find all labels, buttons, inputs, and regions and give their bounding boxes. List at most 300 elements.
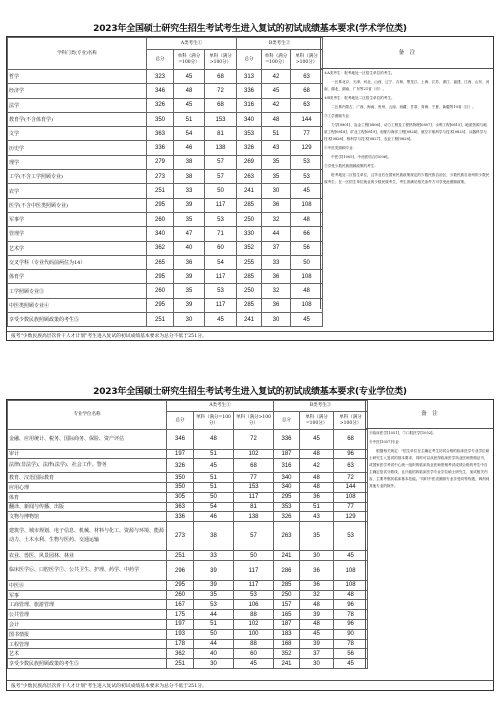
score-cell-a-single100: 48 <box>174 84 205 98</box>
score-cell-a-total: 251 <box>147 313 174 327</box>
score-cell-b-singlegt100: 68 <box>334 430 368 450</box>
table-row <box>8 255 323 269</box>
score-cell-a-total: 295 <box>147 270 174 284</box>
table-row <box>8 227 323 241</box>
score-cell-a-total: 167 <box>167 600 194 610</box>
score-cell-a-total: 305 <box>167 492 194 502</box>
subject-name-cell: 图书情报 <box>8 629 167 639</box>
score-cell-a-single100: 46 <box>194 512 234 522</box>
subject-name-cell: 享受少数民族照顾政策的考生⑤ <box>8 659 167 669</box>
table-row <box>8 659 368 669</box>
table-row <box>8 112 323 126</box>
score-cell-a-single100: 45 <box>174 70 205 84</box>
professional-grid <box>6 399 494 691</box>
score-cell-a-single100: 48 <box>194 430 234 450</box>
score-cell-a-total: 350 <box>167 482 194 492</box>
score-cell-a-singlegt100: 53 <box>205 212 237 226</box>
table-row <box>8 184 323 198</box>
table-row <box>8 502 368 512</box>
score-cell-a-single100: 53 <box>194 600 234 610</box>
subject-name-cell: 享受少数民族照顾政策的考生⑤ <box>8 313 147 327</box>
score-cell-b-singlegt100: 90 <box>334 629 368 639</box>
score-cell-a-total: 326 <box>147 98 174 112</box>
score-cell-b-total: 285 <box>237 198 262 212</box>
score-cell-b-single100: 35 <box>262 170 291 184</box>
score-cell-a-total: 336 <box>147 141 174 155</box>
score-cell-a-total: 336 <box>167 512 194 522</box>
score-cell-a-single100: 35 <box>174 284 205 298</box>
score-cell-a-singlegt100: 60 <box>205 241 237 255</box>
score-cell-b-total: 165 <box>274 610 300 620</box>
score-cell-a-singlegt100: 138 <box>205 141 237 155</box>
score-cell-b-single100: 48 <box>300 473 334 483</box>
score-cell-b-single100: 45 <box>262 84 291 98</box>
score-cell-b-total: 157 <box>274 600 300 610</box>
score-cell-a-singlegt100: 88 <box>234 610 274 620</box>
score-cell-a-singlegt100: 81 <box>234 502 274 512</box>
score-cell-a-total: 197 <box>167 449 194 459</box>
score-cell-a-total: 265 <box>147 255 174 269</box>
subject-name-cell: 军事学 <box>8 212 147 226</box>
academic-header-b-single100: 单科（满分=100分） <box>262 50 291 70</box>
score-cell-b-total: 352 <box>237 241 262 255</box>
score-cell-b-singlegt100: 96 <box>334 620 368 630</box>
table-row <box>8 522 368 551</box>
score-cell-a-single100: 54 <box>174 127 205 141</box>
table-row <box>8 473 368 483</box>
subject-name-cell: 法学 <box>8 98 147 112</box>
academic-section <box>6 22 494 341</box>
score-cell-a-single100: 39 <box>194 561 234 581</box>
table-row <box>8 127 323 141</box>
professional-header-b-total: 总分 <box>274 412 300 430</box>
score-cell-a-total: 326 <box>167 459 194 473</box>
score-cell-b-single100: 32 <box>300 590 334 600</box>
score-cell-b-singlegt100: 72 <box>334 473 368 483</box>
table-row <box>8 600 368 610</box>
score-cell-b-single100: 51 <box>262 127 291 141</box>
note-line: ②B类考生：报考地处二区招生单位的考生。 <box>324 96 395 100</box>
score-cell-b-total: 316 <box>274 459 300 473</box>
subject-name-cell: 会计 <box>8 620 167 630</box>
score-cell-a-total: 350 <box>147 112 174 126</box>
score-cell-b-single100: 36 <box>262 270 291 284</box>
score-cell-a-single100: 51 <box>194 473 234 483</box>
score-cell-a-singlegt100: 117 <box>234 561 274 581</box>
score-cell-b-total: 285 <box>237 270 262 284</box>
score-cell-b-total: 168 <box>274 639 300 649</box>
score-cell-b-total: 353 <box>274 502 300 512</box>
score-cell-b-single100: 30 <box>262 313 291 327</box>
professional-header-a-total: 总分 <box>167 412 194 430</box>
score-cell-b-total: 295 <box>274 492 300 502</box>
subject-name-cell: 哲学 <box>8 70 147 84</box>
table-row <box>8 590 368 600</box>
score-cell-a-total: 273 <box>147 170 174 184</box>
score-cell-b-singlegt100: 45 <box>291 313 323 327</box>
table-row <box>8 241 323 255</box>
score-cell-a-singlegt100: 117 <box>234 492 274 502</box>
score-cell-b-single100: 42 <box>262 98 291 112</box>
score-cell-b-single100: 39 <box>300 639 334 649</box>
score-cell-b-single100: 32 <box>262 284 291 298</box>
professional-table-body <box>8 430 368 669</box>
score-cell-b-singlegt100: 48 <box>334 590 368 600</box>
score-cell-b-total: 241 <box>237 184 262 198</box>
score-cell-a-single100: 30 <box>194 659 234 669</box>
score-cell-a-total: 350 <box>167 473 194 483</box>
score-cell-b-total: 285 <box>237 298 262 312</box>
score-cell-a-single100: 44 <box>194 610 234 620</box>
academic-footer: 报考"少数民族高层次骨干人才计划"考生进入复试的初试成绩基本要求为总分不低于251分。 <box>7 331 493 341</box>
table-row <box>8 639 368 649</box>
academic-title: 2023年全国硕士研究生招生考试考生进入复试的初试成绩基本要求(学术学位类) <box>93 24 407 34</box>
score-cell-a-singlegt100: 100 <box>234 629 274 639</box>
table-row <box>8 313 323 327</box>
subject-name-cell: 历史学 <box>8 141 147 155</box>
score-cell-a-single100: 40 <box>174 241 205 255</box>
score-cell-a-singlegt100: 72 <box>234 430 274 450</box>
score-cell-b-single100: 48 <box>300 482 334 492</box>
score-cell-a-single100: 46 <box>174 141 205 155</box>
score-cell-b-single100: 43 <box>300 512 334 522</box>
score-cell-b-single100: 39 <box>300 610 334 620</box>
subject-name-cell: 中医⑧ <box>8 580 167 590</box>
table-row <box>8 270 323 284</box>
table-row <box>8 620 368 630</box>
score-cell-a-singlegt100: 153 <box>205 112 237 126</box>
table-row <box>8 298 323 312</box>
subject-name-cell: 体育 <box>8 492 167 502</box>
table-row <box>8 98 323 112</box>
note-line: 中医学[1005]、中西医结合[1006]。 <box>324 155 392 159</box>
subject-name-cell: 教育学(不含体育学) <box>8 112 147 126</box>
subject-name-cell: 艺术学 <box>8 241 147 255</box>
score-cell-a-total: 273 <box>167 522 194 551</box>
score-cell-b-total: 241 <box>274 659 300 669</box>
score-cell-b-total: 336 <box>237 84 262 98</box>
academic-header-b-singlegt100: 单科（满分>100分） <box>291 50 323 70</box>
score-cell-b-total: 250 <box>237 212 262 226</box>
score-cell-b-single100: 36 <box>300 561 334 581</box>
score-cell-a-singlegt100: 54 <box>205 255 237 269</box>
table-row <box>8 84 323 98</box>
score-cell-a-total: 279 <box>147 155 174 169</box>
professional-footer: 报考"少数民族高层次骨干人才计划"考生进入复试的初试成绩基本要求为总分不低于251分。 <box>7 680 493 691</box>
score-cell-a-single100: 39 <box>194 580 234 590</box>
score-cell-a-singlegt100: 53 <box>234 590 274 600</box>
professional-header-b-singlegt100: 单科（满分>100分） <box>334 412 368 430</box>
score-cell-b-single100: 30 <box>300 659 334 669</box>
score-cell-a-total: 346 <box>167 430 194 450</box>
score-cell-a-singlegt100: 153 <box>234 482 274 492</box>
score-cell-b-total: 286 <box>274 561 300 581</box>
subject-name-cell: 金融、应用统计、税务、国际商务、保险、资产评估 <box>8 430 167 450</box>
score-cell-a-total: 251 <box>147 184 174 198</box>
professional-header-b-single100: 单科（满分=100分） <box>300 412 334 430</box>
professional-header-b: B类考生② <box>274 401 368 412</box>
score-cell-a-singlegt100: 138 <box>234 512 274 522</box>
table-row <box>8 430 368 450</box>
table-row <box>8 610 368 620</box>
score-cell-b-total: 353 <box>237 127 262 141</box>
score-cell-a-total: 260 <box>167 590 194 600</box>
score-cell-b-single100: 33 <box>262 255 291 269</box>
subject-name-cell: 农学 <box>8 184 147 198</box>
score-cell-b-single100: 42 <box>262 70 291 84</box>
note-line: ③工学照顾专业： <box>324 114 353 118</box>
academic-grid <box>6 36 494 341</box>
score-cell-a-singlegt100: 106 <box>234 600 274 610</box>
score-cell-a-single100: 51 <box>174 112 205 126</box>
score-cell-b-singlegt100: 129 <box>334 512 368 522</box>
score-cell-b-single100: 36 <box>262 198 291 212</box>
table-row <box>8 284 323 298</box>
score-cell-a-single100: 30 <box>174 313 205 327</box>
score-cell-b-singlegt100: 56 <box>334 649 368 659</box>
score-cell-b-singlegt100: 78 <box>334 639 368 649</box>
note-line: ④中医类照顾专业： <box>324 146 357 150</box>
note-line: ⑤享受少数民族照顾政策的考生： <box>324 164 378 168</box>
score-cell-b-single100: 51 <box>300 502 334 512</box>
score-cell-b-total: 326 <box>237 141 262 155</box>
score-cell-b-total: 187 <box>274 620 300 630</box>
score-cell-b-single100: 48 <box>300 620 334 630</box>
score-cell-a-singlegt100: 77 <box>234 473 274 483</box>
score-cell-b-single100: 36 <box>300 580 334 590</box>
score-cell-b-single100: 42 <box>300 459 334 473</box>
score-cell-b-single100: 32 <box>262 212 291 226</box>
score-cell-b-singlegt100: 78 <box>334 610 368 620</box>
score-cell-a-single100: 51 <box>194 449 234 459</box>
score-cell-a-single100: 45 <box>174 98 205 112</box>
score-cell-a-single100: 35 <box>194 590 234 600</box>
score-cell-b-total: 183 <box>274 629 300 639</box>
table-row <box>8 649 368 659</box>
subject-name-cell: 文学 <box>8 127 147 141</box>
academic-header-a-single100: 单科（满分=100分） <box>174 50 205 70</box>
score-cell-b-single100: 35 <box>300 522 334 551</box>
score-cell-a-total: 363 <box>167 502 194 512</box>
score-cell-b-total: 285 <box>274 580 300 590</box>
score-cell-b-singlegt100: 77 <box>291 127 323 141</box>
score-cell-a-singlegt100: 71 <box>205 227 237 241</box>
table-row <box>8 449 368 459</box>
academic-header-b-total: 总分 <box>237 50 262 70</box>
score-cell-a-total: 295 <box>167 580 194 590</box>
score-cell-a-single100: 38 <box>194 522 234 551</box>
subject-name-cell: 工程管理 <box>8 639 167 649</box>
academic-table-body <box>8 70 323 327</box>
score-cell-b-singlegt100: 63 <box>334 459 368 473</box>
professional-header-a-singlegt100: 单科（满分>100分） <box>234 412 274 430</box>
score-cell-a-total: 197 <box>167 620 194 630</box>
table-row <box>8 580 368 590</box>
score-cell-b-singlegt100: 96 <box>334 449 368 459</box>
score-cell-a-total: 362 <box>147 241 174 255</box>
score-cell-b-single100: 48 <box>300 449 334 459</box>
score-cell-b-single100: 43 <box>262 141 291 155</box>
table-row <box>8 629 368 639</box>
score-cell-b-singlegt100: 68 <box>291 84 323 98</box>
score-cell-a-singlegt100: 72 <box>205 84 237 98</box>
subject-name-cell: 交叉学科（专业代码前两位为14） <box>8 255 147 269</box>
score-cell-a-singlegt100: 117 <box>205 298 237 312</box>
score-cell-a-singlegt100: 50 <box>234 551 274 561</box>
professional-section <box>6 385 494 691</box>
note-line: 力学[0801]、冶金工程[0806]、动力工程及工程热物理[0807]、水利工程[0815]、地质资源与地质工程[0818]、矿业工程[0819]、船舶与海洋工程[0824]、航空宇航科学与技术[0825]、兵器科学与技术[0826]、核科学与技术[0827]、农业工程[0828]。 <box>324 123 487 141</box>
score-cell-b-single100: 45 <box>300 430 334 450</box>
professional-table <box>7 400 368 669</box>
score-cell-b-total: 241 <box>274 551 300 561</box>
score-cell-b-singlegt100: 96 <box>334 600 368 610</box>
professional-notes <box>365 429 493 669</box>
professional-header-subject: 专业学位名称 <box>8 401 167 430</box>
score-cell-b-total: 255 <box>237 255 262 269</box>
score-cell-b-single100: 44 <box>262 227 291 241</box>
score-cell-a-total: 346 <box>147 84 174 98</box>
score-cell-b-total: 241 <box>237 313 262 327</box>
score-cell-a-singlegt100: 102 <box>234 449 274 459</box>
score-cell-a-total: 178 <box>167 639 194 649</box>
table-row <box>8 170 323 184</box>
table-row <box>8 482 368 492</box>
score-cell-a-singlegt100: 68 <box>205 70 237 84</box>
score-cell-a-total: 193 <box>167 629 194 639</box>
score-cell-b-single100: 36 <box>300 492 334 502</box>
score-cell-a-single100: 38 <box>174 170 205 184</box>
score-cell-b-singlegt100: 53 <box>291 170 323 184</box>
academic-notes <box>320 69 493 309</box>
note-line: 一区系北京、天津、河北、山西、辽宁、吉林、黑龙江、上海、江苏、浙江、福建、江西、山东、河南、湖北、湖南、广东等21省（市）。 <box>324 80 490 91</box>
score-cell-b-single100: 30 <box>300 551 334 561</box>
academic-header-a-singlegt100: 单科（满分>100分） <box>205 50 237 70</box>
score-cell-a-single100: 50 <box>194 629 234 639</box>
score-cell-a-single100: 40 <box>194 649 234 659</box>
score-cell-a-singlegt100: 68 <box>205 98 237 112</box>
score-cell-b-singlegt100: 108 <box>291 198 323 212</box>
score-cell-a-singlegt100: 81 <box>205 127 237 141</box>
score-cell-b-total: 316 <box>237 98 262 112</box>
table-row <box>8 155 323 169</box>
table-row <box>8 492 368 502</box>
subject-name-cell: 翻译、新闻与传播、出版 <box>8 502 167 512</box>
score-cell-b-total: 187 <box>274 449 300 459</box>
score-cell-a-singlegt100: 57 <box>205 170 237 184</box>
score-cell-b-singlegt100: 56 <box>291 241 323 255</box>
score-cell-b-singlegt100: 108 <box>334 561 368 581</box>
score-cell-a-singlegt100: 53 <box>205 284 237 298</box>
score-cell-a-single100: 51 <box>194 482 234 492</box>
score-cell-a-total: 323 <box>147 70 174 84</box>
score-cell-b-total: 250 <box>237 284 262 298</box>
subject-name-cell: 工学照顾专业③ <box>8 284 147 298</box>
score-cell-a-single100: 39 <box>174 270 205 284</box>
subject-name-cell: 经济学 <box>8 84 147 98</box>
score-cell-a-total: 251 <box>167 659 194 669</box>
score-cell-b-singlegt100: 53 <box>291 155 323 169</box>
score-cell-a-single100: 33 <box>194 551 234 561</box>
score-cell-a-singlegt100: 45 <box>234 659 274 669</box>
score-cell-a-total: 295 <box>147 198 174 212</box>
note-line: ①A类考生：报考地处一区招生单位的考生。 <box>324 71 395 75</box>
table-row <box>8 561 368 581</box>
professional-header-a: A类考生① <box>167 401 274 412</box>
score-cell-b-singlegt100: 53 <box>334 522 368 551</box>
score-cell-b-single100: 48 <box>262 112 291 126</box>
score-cell-b-total: 263 <box>274 522 300 551</box>
score-cell-b-total: 330 <box>237 227 262 241</box>
score-cell-a-single100: 33 <box>174 184 205 198</box>
academic-header-a-total: 总分 <box>147 50 174 70</box>
score-cell-a-singlegt100: 57 <box>234 522 274 551</box>
score-cell-b-single100: 45 <box>300 629 334 639</box>
score-cell-a-singlegt100: 117 <box>205 198 237 212</box>
subject-name-cell: 管理学 <box>8 227 147 241</box>
score-cell-b-singlegt100: 144 <box>291 112 323 126</box>
score-cell-b-singlegt100: 48 <box>291 212 323 226</box>
note-line: 根据相关规定："招生单位在主确定考生初试合格的临床医学专业学位硕士研究生入复试的基本要求，同时可以从获得临床医学执业医师资格证书，或国家医学考试中心统一组织的临床执业医师资格考试成绩合格的考生中自主确定复试分数线，且只能招收临床医学专业学位硕士研究生，加试相关内容，主要考察其临床基本技能。"同时中医类照顾专业享受同等待遇，调剂到其他专业的除外。 <box>369 449 490 488</box>
score-cell-a-single100: 45 <box>194 459 234 473</box>
score-cell-a-total: 296 <box>167 561 194 581</box>
score-cell-a-single100: 50 <box>194 492 234 502</box>
subject-name-cell: 公共管理 <box>8 610 167 620</box>
score-cell-b-singlegt100: 108 <box>334 580 368 590</box>
note-line: ⑧中医[1057]专业： <box>369 440 403 444</box>
score-cell-b-singlegt100: 45 <box>334 659 368 669</box>
subject-name-cell: 建筑学、城市规划、电子信息、机械、材料与化工、资源与环境、能源动力、土木水利、生物与医药、交通运输 <box>8 522 167 551</box>
subject-name-cell: 体育学 <box>8 270 147 284</box>
score-cell-b-single100: 37 <box>300 649 334 659</box>
professional-title: 2023年全国硕士研究生招生考试考生进入复试的初试成绩基本要求(专业学位类) <box>93 387 407 397</box>
score-cell-b-singlegt100: 129 <box>291 141 323 155</box>
score-cell-a-singlegt100: 88 <box>234 639 274 649</box>
score-cell-a-single100: 35 <box>174 212 205 226</box>
table-row <box>8 212 323 226</box>
table-row <box>8 551 368 561</box>
score-cell-b-total: 340 <box>274 473 300 483</box>
table-row <box>8 512 368 522</box>
score-cell-a-total: 251 <box>167 551 194 561</box>
score-cell-b-singlegt100: 144 <box>334 482 368 492</box>
note-line: 二区系内蒙古、广西、海南、贵州、云南、西藏、甘肃、青海、宁夏、新疆等10省（区）。 <box>324 105 476 109</box>
academic-header-b: B类考生② <box>237 38 323 50</box>
score-cell-a-singlegt100: 117 <box>205 270 237 284</box>
academic-header-subject: 学科门类(专业)名称 <box>8 38 147 70</box>
subject-name-cell: 文物与博物馆 <box>8 512 167 522</box>
score-cell-a-total: 362 <box>167 649 194 659</box>
academic-header-a: A类考生① <box>147 38 237 50</box>
professional-notes-header: 备 注 <box>365 400 493 429</box>
note-line: ⑥临床医学[1051]、⑦口腔医学[1052]。 <box>369 431 437 435</box>
score-cell-a-singlegt100: 45 <box>205 313 237 327</box>
score-cell-b-singlegt100: 45 <box>291 184 323 198</box>
score-cell-b-single100: 36 <box>262 298 291 312</box>
subject-name-cell: 应用心理 <box>8 482 167 492</box>
academic-notes-header: 备 注 <box>320 37 493 69</box>
score-cell-a-total: 295 <box>147 298 174 312</box>
score-cell-b-total: 352 <box>274 649 300 659</box>
subject-name-cell: 理学 <box>8 155 147 169</box>
subject-name-cell: 工商管理、旅游管理 <box>8 600 167 610</box>
professional-header-a-single100: 单科（满分=100分） <box>194 412 234 430</box>
score-cell-b-total: 340 <box>237 112 262 126</box>
score-cell-a-single100: 44 <box>194 639 234 649</box>
note-line: 报考地处二区招生单位，且毕业后在国家民族政策规定的少数民族自治区、少数民族自治州的少数民族考生；在一区招生单位就业的少数民族考生，考生须满足相关条件方可享受此照顾政策。 <box>324 173 490 184</box>
score-cell-a-singlegt100: 102 <box>234 620 274 630</box>
score-cell-a-singlegt100: 57 <box>205 155 237 169</box>
score-cell-a-single100: 51 <box>194 620 234 630</box>
